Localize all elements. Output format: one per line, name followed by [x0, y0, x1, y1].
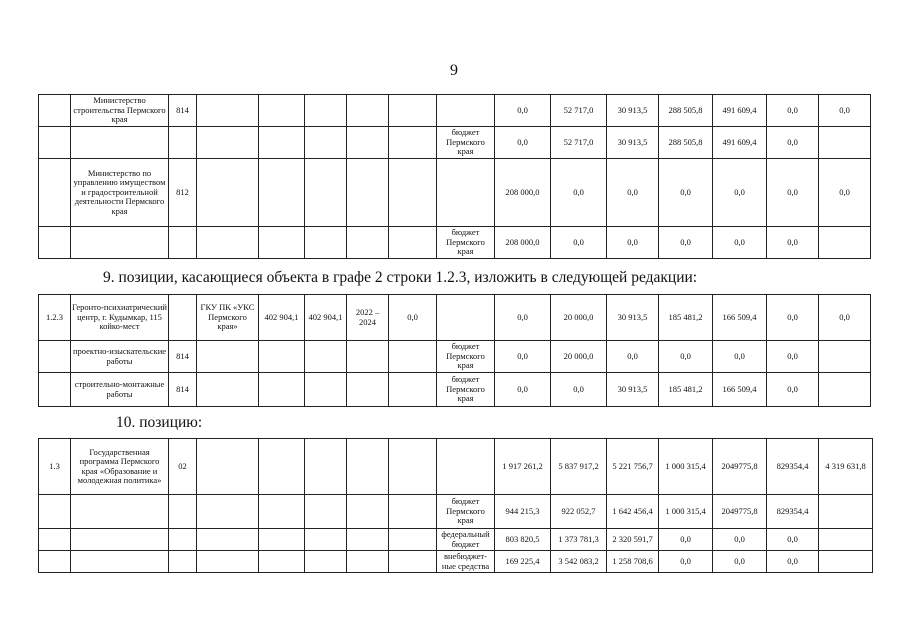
- table-row: [39, 551, 873, 573]
- value-cell: 1 258 708,6: [607, 551, 659, 573]
- years: 2022 – 2024: [347, 295, 389, 341]
- value-cell: 1 000 315,4: [659, 439, 713, 495]
- org-code: [169, 227, 197, 259]
- value-cell: 30 913,5: [607, 95, 659, 127]
- row-number: 1.3: [39, 439, 71, 495]
- value-cell: 0,0: [767, 227, 819, 259]
- row-number: 1.2.3: [39, 295, 71, 341]
- table-row: [39, 295, 871, 341]
- funding-source: бюджет Пермского края: [437, 227, 495, 259]
- value-cell: 169 225,4: [495, 551, 551, 573]
- value-cell: 166 509,4: [713, 373, 767, 407]
- object-name: Геронто-психиатрический центр, г. Кудымкар, 115 койко-мест: [71, 295, 169, 341]
- value-cell: 829354,4: [767, 439, 819, 495]
- value-cell: 5 837 917,2: [551, 439, 607, 495]
- value-cell: 20 000,0: [551, 341, 607, 373]
- value-cell: 208 000,0: [495, 159, 551, 227]
- value-cell: 30 913,5: [607, 295, 659, 341]
- value-cell: 0,0: [495, 295, 551, 341]
- value-cell: 288 505,8: [659, 95, 713, 127]
- funding-source: бюджет Пермского края: [437, 127, 495, 159]
- value-cell: 208 000,0: [495, 227, 551, 259]
- value-cell: 0,0: [713, 227, 767, 259]
- value-cell: 402 904,1: [305, 295, 347, 341]
- value-cell: 0,0: [819, 295, 871, 341]
- table-row: [39, 341, 871, 373]
- funding-source: внебюджет-ные средства: [437, 551, 495, 573]
- funding-source: [437, 95, 495, 127]
- value-cell: 0,0: [495, 373, 551, 407]
- org-code: [169, 127, 197, 159]
- funding-source: [437, 159, 495, 227]
- org-name: Министерство строительства Пермского края: [71, 95, 169, 127]
- funding-source: бюджет Пермского края: [437, 495, 495, 529]
- value-cell: 944 215,3: [495, 495, 551, 529]
- value-cell: 0,0: [767, 295, 819, 341]
- customer: ГКУ ПК «УКС Пермского края»: [197, 295, 259, 341]
- value-cell: 0,0: [713, 529, 767, 551]
- value-cell: 185 481,2: [659, 373, 713, 407]
- table-row: [39, 439, 873, 495]
- value-cell: 0,0: [495, 341, 551, 373]
- value-cell: 0,0: [495, 127, 551, 159]
- value-cell: 185 481,2: [659, 295, 713, 341]
- value-cell: 288 505,8: [659, 127, 713, 159]
- value-cell: 3 542 083,2: [551, 551, 607, 573]
- value-cell: 0,0: [713, 159, 767, 227]
- program-name: Государственная программа Пермского края «Образование и молодежная политика»: [71, 439, 169, 495]
- value-cell: 0,0: [819, 159, 871, 227]
- value-cell: 0,0: [767, 127, 819, 159]
- value-cell: 30 913,5: [607, 373, 659, 407]
- value-cell: 20 000,0: [551, 295, 607, 341]
- table-row: [39, 95, 871, 127]
- value-cell: 0,0: [767, 95, 819, 127]
- budget-table-ministries: [38, 94, 871, 259]
- value-cell: 0,0: [659, 551, 713, 573]
- value-cell: 0,0: [767, 159, 819, 227]
- value-cell: 803 820,5: [495, 529, 551, 551]
- value-cell: 0,0: [767, 341, 819, 373]
- org-code: 812: [169, 159, 197, 227]
- org-code: [169, 295, 197, 341]
- value-cell: 0,0: [659, 159, 713, 227]
- value-cell: 52 717,0: [551, 127, 607, 159]
- funding-source: [437, 295, 495, 341]
- funding-source: бюджет Пермского края: [437, 373, 495, 407]
- value-cell: 0,0: [551, 159, 607, 227]
- value-cell: [819, 127, 871, 159]
- value-cell: 1 000 315,4: [659, 495, 713, 529]
- value-cell: 0,0: [389, 295, 437, 341]
- value-cell: 0,0: [551, 373, 607, 407]
- work-type: проектно-изыскательские работы: [71, 341, 169, 373]
- value-cell: 1 642 456,4: [607, 495, 659, 529]
- value-cell: 0,0: [819, 95, 871, 127]
- value-cell: 0,0: [607, 159, 659, 227]
- value-cell: 30 913,5: [607, 127, 659, 159]
- table-row: [39, 159, 871, 227]
- value-cell: 491 609,4: [713, 95, 767, 127]
- value-cell: 0,0: [713, 551, 767, 573]
- org-name: [71, 227, 169, 259]
- page-number: 9: [450, 62, 458, 79]
- value-cell: 0,0: [767, 373, 819, 407]
- value-cell: 922 052,7: [551, 495, 607, 529]
- value-cell: 0,0: [659, 227, 713, 259]
- value-cell: 1 373 781,3: [551, 529, 607, 551]
- value-cell: 402 904,1: [259, 295, 305, 341]
- value-cell: 52 717,0: [551, 95, 607, 127]
- funding-source: бюджет Пермского края: [437, 341, 495, 373]
- value-cell: 0,0: [607, 227, 659, 259]
- value-cell: 2049775,8: [713, 495, 767, 529]
- value-cell: 2049775,8: [713, 439, 767, 495]
- value-cell: 166 509,4: [713, 295, 767, 341]
- section-heading-9: 9. позиции, касающиеся объекта в графе 2 строки 1.2.3, изложить в следующей редакции:: [103, 269, 698, 286]
- org-code: 814: [169, 373, 197, 407]
- value-cell: 4 319 631,8: [819, 439, 873, 495]
- value-cell: 0,0: [551, 227, 607, 259]
- budget-table-program: [38, 438, 873, 573]
- value-cell: 5 221 756,7: [607, 439, 659, 495]
- value-cell: 1 917 261,2: [495, 439, 551, 495]
- work-type: строительно-монтажные работы: [71, 373, 169, 407]
- value-cell: 0,0: [659, 529, 713, 551]
- org-name: Министерство по управлению имуществом и градостроительной деятельности Пермского края: [71, 159, 169, 227]
- org-code: 814: [169, 341, 197, 373]
- funding-source: федеральный бюджет: [437, 529, 495, 551]
- table-row: [39, 227, 871, 259]
- value-cell: 829354,4: [767, 495, 819, 529]
- table-row: [39, 529, 873, 551]
- value-cell: 0,0: [495, 95, 551, 127]
- table-row: [39, 373, 871, 407]
- value-cell: 0,0: [767, 551, 819, 573]
- org-code: 814: [169, 95, 197, 127]
- value-cell: 0,0: [659, 341, 713, 373]
- value-cell: 2 320 591,7: [607, 529, 659, 551]
- section-heading-10: 10. позицию:: [116, 414, 203, 431]
- table-row: [39, 127, 871, 159]
- value-cell: 0,0: [607, 341, 659, 373]
- value-cell: 0,0: [713, 341, 767, 373]
- value-cell: 491 609,4: [713, 127, 767, 159]
- value-cell: 0,0: [767, 529, 819, 551]
- value-cell: [819, 227, 871, 259]
- org-name: [71, 127, 169, 159]
- table-row: [39, 495, 873, 529]
- budget-table-object: [38, 294, 871, 407]
- org-code: 02: [169, 439, 197, 495]
